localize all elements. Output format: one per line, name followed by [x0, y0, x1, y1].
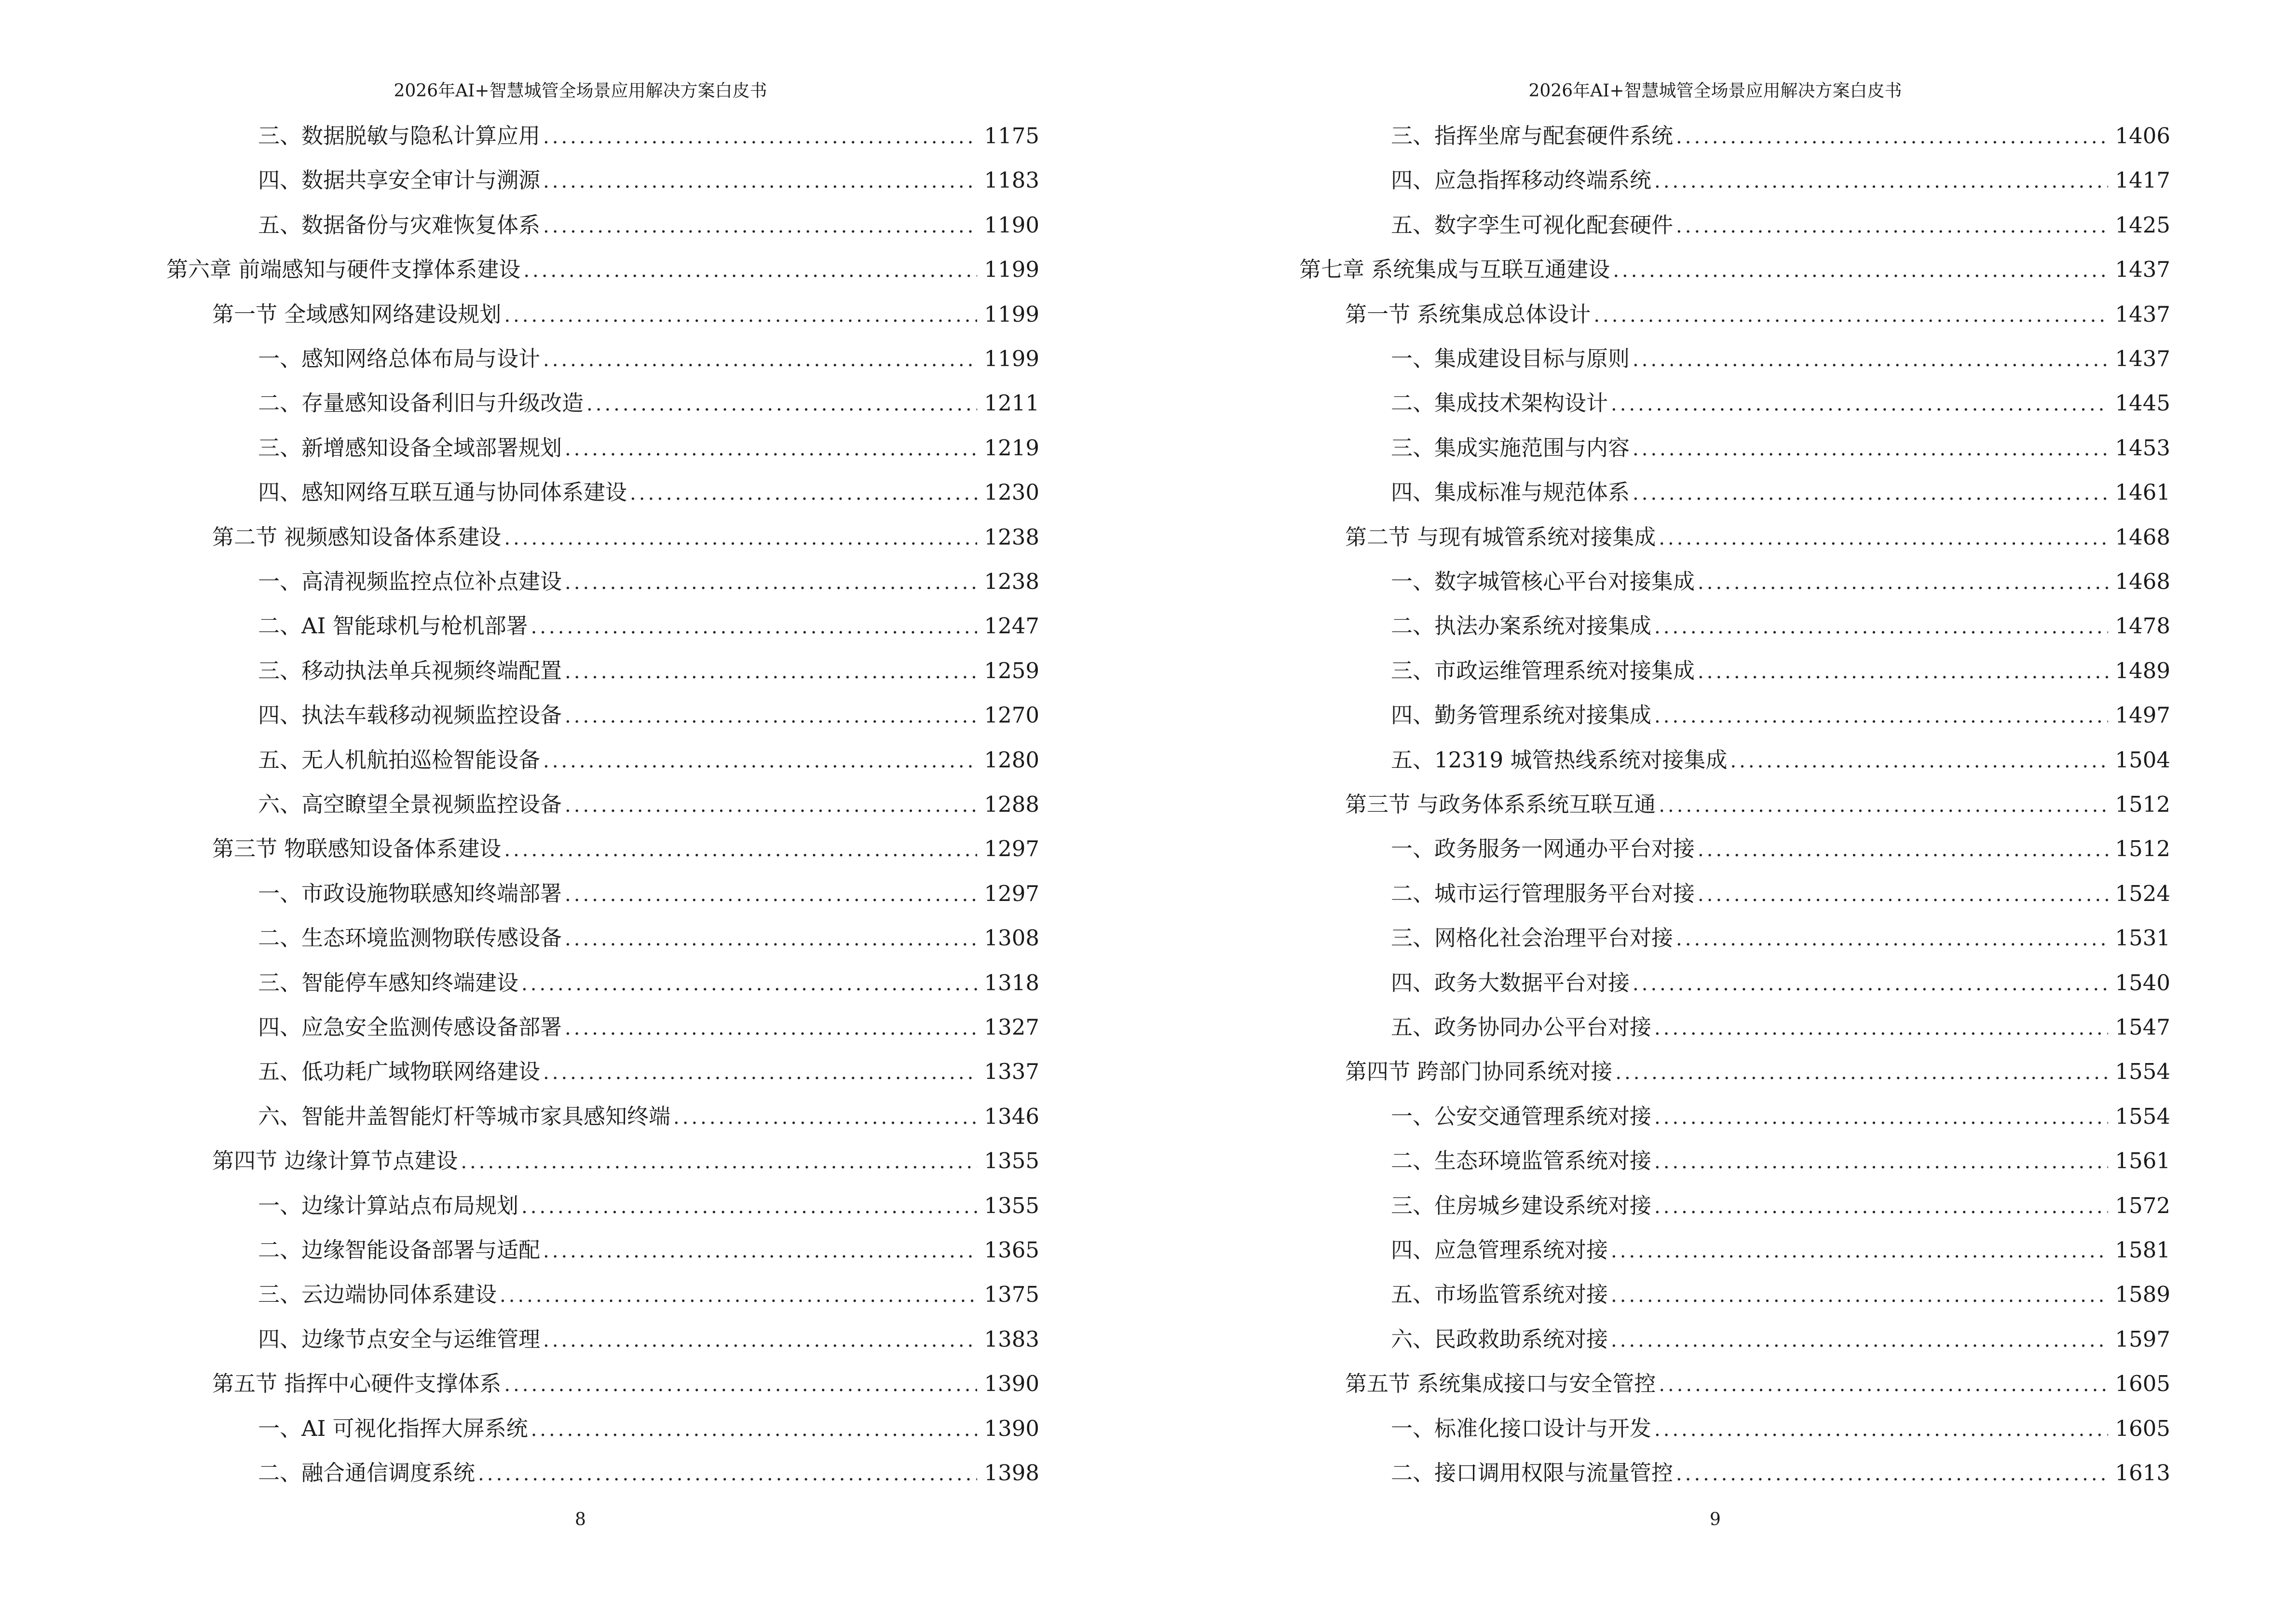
toc-entry-title: 一、集成建设目标与原则 — [1391, 346, 1630, 371]
toc-entry-title: 第四节 跨部门协同系统对接 — [1345, 1059, 1613, 1085]
dot-leader — [543, 1051, 977, 1095]
toc-entry-page: 1489 — [2115, 657, 2170, 683]
toc-entry-item[interactable] — [0, 1228, 1039, 1272]
toc-entry-page: 1398 — [984, 1460, 1039, 1486]
toc-entry-title: 一、感知网络总体布局与设计 — [258, 346, 541, 371]
toc-entry-item[interactable] — [1144, 560, 2170, 604]
toc-entry-title: 四、应急指挥移动终端系统 — [1391, 167, 1652, 193]
dot-leader — [1698, 828, 2108, 872]
dot-leader — [673, 1095, 977, 1140]
toc-entry-title: 六、高空瞭望全景视频监控设备 — [258, 792, 562, 817]
toc-entry-item[interactable] — [1144, 426, 2170, 470]
dot-leader — [1676, 115, 2108, 159]
dot-leader — [1659, 516, 2108, 560]
toc-entry-page: 1512 — [2115, 792, 2170, 817]
toc-entry-page: 1211 — [984, 390, 1039, 416]
toc-entry-item[interactable] — [0, 1451, 1039, 1495]
toc-entry-page: 1512 — [2115, 836, 2170, 862]
dot-leader — [1654, 1185, 2108, 1229]
toc-entry-item[interactable] — [0, 1005, 1039, 1050]
toc-entry-title: 一、政务服务一网通办平台对接 — [1391, 836, 1695, 862]
toc-entry-title: 一、市政设施物联感知终端部署 — [258, 880, 562, 906]
toc-entry-page: 1318 — [984, 969, 1039, 996]
toc-entry-section[interactable] — [1144, 292, 2170, 337]
toc-entry-page: 1308 — [984, 925, 1039, 951]
dot-leader — [531, 605, 978, 649]
toc-entry-item[interactable] — [0, 426, 1039, 470]
dot-leader — [1633, 962, 2108, 1006]
toc-entry-page: 1270 — [984, 702, 1039, 728]
toc-entry-section[interactable] — [0, 515, 1039, 560]
toc-entry-title: 二、接口调用权限与流量管控 — [1391, 1460, 1674, 1486]
toc-entry-page: 1390 — [984, 1371, 1039, 1397]
toc-entry-item[interactable] — [1144, 1451, 2170, 1495]
dot-leader — [1593, 293, 2108, 338]
toc-entry-item[interactable] — [0, 1406, 1039, 1451]
toc-entry-item[interactable] — [0, 916, 1039, 960]
toc-entry-title: 四、集成标准与规范体系 — [1391, 479, 1630, 505]
toc-entry-page: 1597 — [2115, 1326, 2170, 1352]
toc-entry-title: 二、城市运行管理服务平台对接 — [1391, 880, 1695, 906]
toc-entry-item[interactable] — [1144, 1228, 2170, 1272]
toc-page-right — [1144, 0, 2287, 1624]
toc-entry-title: 六、智能井盖智能灯杆等城市家具感知终端 — [258, 1103, 671, 1129]
dot-leader — [1611, 1229, 2108, 1273]
toc-entry-title: 第二节 视频感知设备体系建设 — [212, 524, 502, 550]
toc-entry-item[interactable] — [0, 1317, 1039, 1362]
dot-leader — [1654, 1095, 2108, 1140]
dot-leader — [565, 427, 977, 471]
dot-leader — [1659, 783, 2108, 828]
toc-entry-page: 1375 — [984, 1282, 1039, 1308]
toc-entry-page: 1497 — [2115, 702, 2170, 728]
toc-entry-page: 1468 — [2115, 524, 2170, 550]
toc-entry-title: 四、勤务管理系统对接集成 — [1391, 702, 1652, 728]
toc-entry-page: 1445 — [2115, 390, 2170, 416]
toc-entry-page: 1605 — [2115, 1371, 2170, 1397]
toc-entry-title: 一、标准化接口设计与开发 — [1391, 1415, 1652, 1441]
toc-entry-section[interactable] — [0, 1362, 1039, 1406]
dot-leader — [1633, 427, 2108, 471]
toc-entry-item[interactable] — [1144, 738, 2170, 782]
toc-entry-page: 1468 — [2115, 569, 2170, 594]
toc-entry-page: 1437 — [2115, 346, 2170, 371]
toc-entry-item[interactable] — [1144, 158, 2170, 203]
dot-leader — [1615, 1051, 2108, 1095]
dot-leader — [1633, 338, 2108, 382]
dot-leader — [543, 739, 977, 783]
toc-entry-title: 第二节 与现有城管系统对接集成 — [1345, 524, 1656, 550]
dot-leader — [565, 560, 977, 605]
toc-entry-item[interactable] — [1144, 693, 2170, 737]
toc-entry-page: 1406 — [2115, 123, 2170, 149]
toc-entry-item[interactable] — [0, 961, 1039, 1005]
toc-entry-item[interactable] — [0, 604, 1039, 648]
toc-entry-page: 1183 — [984, 167, 1039, 193]
toc-entry-item[interactable] — [1144, 381, 2170, 425]
toc-entry-item[interactable] — [0, 649, 1039, 693]
toc-entry-title: 三、网格化社会治理平台对接 — [1391, 925, 1674, 951]
dot-leader — [630, 471, 977, 516]
toc-entry-page: 1531 — [2115, 925, 2170, 951]
dot-leader — [1654, 694, 2108, 738]
dot-leader — [565, 650, 977, 694]
toc-entry-page: 1238 — [984, 569, 1039, 594]
toc-entry-title: 三、指挥坐席与配套硬件系统 — [1391, 123, 1674, 149]
toc-entry-title: 六、民政救助系统对接 — [1391, 1326, 1608, 1352]
toc-entry-title: 二、AI 智能球机与枪机部署 — [258, 613, 528, 639]
dot-leader — [504, 828, 977, 872]
dot-leader — [1698, 650, 2108, 694]
toc-entry-item[interactable] — [0, 337, 1039, 381]
toc-entry-item[interactable] — [0, 470, 1039, 515]
dot-leader — [504, 1363, 977, 1407]
toc-entry-page: 1453 — [2115, 435, 2170, 461]
dot-leader — [565, 783, 977, 828]
toc-entry-page: 1219 — [984, 435, 1039, 461]
dot-leader — [543, 159, 977, 204]
toc-entry-item[interactable] — [0, 1184, 1039, 1228]
toc-entry-title: 第七章 系统集成与互联互通建设 — [1299, 257, 1610, 283]
dot-leader — [461, 1140, 977, 1184]
toc-entry-title: 二、存量感知设备利旧与升级改造 — [258, 390, 584, 416]
dot-leader — [565, 873, 977, 917]
toc-entry-title: 二、融合通信调度系统 — [258, 1460, 476, 1486]
toc-entry-title: 二、边缘智能设备部署与适配 — [258, 1237, 541, 1263]
toc-entry-title: 三、新增感知设备全域部署规划 — [258, 435, 562, 461]
toc-entry-title: 四、政务大数据平台对接 — [1391, 969, 1630, 996]
toc-entry-page: 1383 — [984, 1326, 1039, 1352]
toc-entry-item[interactable] — [0, 1050, 1039, 1094]
toc-entry-page: 1230 — [984, 479, 1039, 505]
dot-leader — [1613, 248, 2108, 293]
toc-entry-title: 四、应急管理系统对接 — [1391, 1237, 1608, 1263]
toc-entry-title: 一、高清视频监控点位补点建设 — [258, 569, 562, 594]
toc-entry-title: 三、市政运维管理系统对接集成 — [1391, 657, 1695, 683]
toc-entry-section[interactable] — [1144, 515, 2170, 560]
toc-entry-item[interactable] — [1144, 337, 2170, 381]
toc-entry-title: 三、数据脱敏与隐私计算应用 — [258, 123, 541, 149]
toc-entry-item[interactable] — [0, 872, 1039, 916]
toc-entry-page: 1190 — [984, 212, 1039, 238]
toc-entry-title: 第一节 系统集成总体设计 — [1345, 301, 1591, 327]
toc-entry-page: 1199 — [984, 301, 1039, 327]
toc-entry-item[interactable] — [1144, 872, 2170, 916]
page-number: 8 — [575, 1510, 586, 1529]
toc-entry-page: 1337 — [984, 1059, 1039, 1085]
toc-entry-section[interactable] — [1144, 1050, 2170, 1094]
toc-entry-item[interactable] — [1144, 114, 2170, 158]
toc-entry-title: 三、移动执法单兵视频终端配置 — [258, 657, 562, 683]
toc-entry-item[interactable] — [1144, 1005, 2170, 1050]
toc-entry-page: 1280 — [984, 747, 1039, 773]
toc-entry-chapter[interactable] — [0, 247, 1039, 292]
toc-entry-item[interactable] — [1144, 604, 2170, 648]
dot-leader — [543, 115, 977, 159]
toc-entry-title: 四、应急安全监测传感设备部署 — [258, 1014, 562, 1040]
toc-entry-item[interactable] — [1144, 649, 2170, 693]
dot-leader — [1698, 560, 2108, 605]
toc-entry-page: 1417 — [2115, 167, 2170, 193]
toc-entry-title: 第三节 物联感知设备体系建设 — [212, 836, 502, 862]
toc-entry-item[interactable] — [0, 203, 1039, 247]
toc-entry-page: 1238 — [984, 524, 1039, 550]
toc-entry-item[interactable] — [1144, 1317, 2170, 1362]
dot-leader — [543, 338, 977, 382]
toc-entry-item[interactable] — [0, 158, 1039, 203]
toc-entry-page: 1478 — [2115, 613, 2170, 639]
toc-entry-page: 1572 — [2115, 1192, 2170, 1218]
dot-leader — [521, 1185, 977, 1229]
dot-leader — [1654, 159, 2108, 204]
dot-leader — [531, 1407, 978, 1452]
dot-leader — [1611, 1318, 2108, 1363]
toc-entry-page: 1365 — [984, 1237, 1039, 1263]
toc-entry-page: 1589 — [2115, 1282, 2170, 1308]
toc-entry-title: 五、数据备份与灾难恢复体系 — [258, 212, 541, 238]
toc-entry-title: 五、无人机航拍巡检智能设备 — [258, 747, 541, 773]
toc-entry-title: 五、市场监管系统对接 — [1391, 1282, 1608, 1308]
toc-entry-title: 二、生态环境监测物联传感设备 — [258, 925, 562, 951]
toc-entry-section[interactable] — [1144, 1362, 2170, 1406]
toc-entry-item[interactable] — [1144, 916, 2170, 960]
toc-entry-page: 1390 — [984, 1415, 1039, 1441]
toc-entry-page: 1605 — [2115, 1415, 2170, 1441]
toc-entry-page: 1247 — [984, 613, 1039, 639]
toc-entry-title: 三、住房城乡建设系统对接 — [1391, 1192, 1652, 1218]
toc-entry-item[interactable] — [0, 782, 1039, 827]
toc-entry-title: 第六章 前端感知与硬件支撑体系建设 — [166, 257, 521, 283]
dot-leader — [1654, 1140, 2108, 1184]
toc-entry-item[interactable] — [1144, 1094, 2170, 1139]
toc-entry-title: 第四节 边缘计算节点建设 — [212, 1148, 458, 1174]
dot-leader — [543, 1229, 977, 1273]
toc-entry-page: 1581 — [2115, 1237, 2170, 1263]
toc-entry-item[interactable] — [0, 560, 1039, 604]
dot-leader — [1659, 1363, 2108, 1407]
dot-leader — [1654, 1006, 2108, 1051]
dot-leader — [523, 248, 977, 293]
toc-entry-title: 三、智能停车感知终端建设 — [258, 969, 519, 996]
toc-entry-item[interactable] — [1144, 203, 2170, 247]
toc-entry-title: 一、AI 可视化指挥大屏系统 — [258, 1415, 528, 1441]
toc-entry-page: 1259 — [984, 657, 1039, 683]
toc-entry-page: 1461 — [2115, 479, 2170, 505]
dot-leader — [504, 516, 977, 560]
dot-leader — [565, 917, 977, 961]
toc-entry-page: 1199 — [984, 257, 1039, 283]
toc-entry-item[interactable] — [0, 1272, 1039, 1317]
dot-leader — [478, 1452, 977, 1496]
toc-entry-page: 1504 — [2115, 747, 2170, 773]
toc-entry-page: 1288 — [984, 792, 1039, 817]
toc-entry-item[interactable] — [1144, 1184, 2170, 1228]
toc-entry-page: 1613 — [2115, 1460, 2170, 1486]
toc-entry-item[interactable] — [1144, 1272, 2170, 1317]
dot-leader — [1698, 873, 2108, 917]
toc-entry-chapter[interactable] — [1144, 247, 2170, 292]
toc-entry-page: 1199 — [984, 346, 1039, 371]
toc-entry-section[interactable] — [0, 1139, 1039, 1183]
toc-entry-title: 一、边缘计算站点布局规划 — [258, 1192, 519, 1218]
toc-entry-item[interactable] — [0, 381, 1039, 425]
dot-leader — [1676, 204, 2108, 248]
toc-entry-item[interactable] — [0, 114, 1039, 158]
toc-entry-page: 1327 — [984, 1014, 1039, 1040]
toc-entry-page: 1175 — [984, 123, 1039, 149]
dot-leader — [1611, 1273, 2108, 1318]
toc-entry-item[interactable] — [1144, 1406, 2170, 1451]
toc-entry-item[interactable] — [1144, 827, 2170, 871]
dot-leader — [504, 293, 977, 338]
toc-entry-title: 四、执法车载移动视频监控设备 — [258, 702, 562, 728]
toc-entry-title: 四、边缘节点安全与运维管理 — [258, 1326, 541, 1352]
toc-entry-title: 第一节 全域感知网络建设规划 — [212, 301, 502, 327]
toc-entry-page: 1554 — [2115, 1103, 2170, 1129]
dot-leader — [1654, 1407, 2108, 1452]
toc-entry-page: 1355 — [984, 1148, 1039, 1174]
toc-entry-title: 三、集成实施范围与内容 — [1391, 435, 1630, 461]
toc-entry-title: 五、12319 城管热线系统对接集成 — [1391, 747, 1728, 773]
toc-entry-title: 一、公安交通管理系统对接 — [1391, 1103, 1652, 1129]
toc-entry-title: 三、云边端协同体系建设 — [258, 1282, 497, 1308]
dot-leader — [586, 382, 977, 426]
toc-entry-item[interactable] — [0, 693, 1039, 737]
toc-entry-title: 二、生态环境监管系统对接 — [1391, 1148, 1652, 1174]
toc-entry-page: 1524 — [2115, 880, 2170, 906]
toc-entry-title: 四、感知网络互联互通与协同体系建设 — [258, 479, 627, 505]
dot-leader — [1676, 917, 2108, 961]
page-number: 9 — [1710, 1510, 1721, 1529]
toc-entry-page: 1437 — [2115, 257, 2170, 283]
toc-entry-title: 二、集成技术架构设计 — [1391, 390, 1608, 416]
toc-entry-title: 五、政务协同办公平台对接 — [1391, 1014, 1652, 1040]
dot-leader — [1611, 382, 2108, 426]
toc-entry-title: 二、执法办案系统对接集成 — [1391, 613, 1652, 639]
toc-entry-item[interactable] — [1144, 961, 2170, 1005]
toc-entry-title: 第三节 与政务体系系统互联互通 — [1345, 792, 1656, 817]
dot-leader — [543, 204, 977, 248]
dot-leader — [565, 1006, 977, 1051]
toc-entry-item[interactable] — [0, 1094, 1039, 1139]
dot-leader — [1676, 1452, 2108, 1496]
toc-entry-page: 1355 — [984, 1192, 1039, 1218]
toc-entry-section[interactable] — [0, 827, 1039, 871]
toc-entry-page: 1547 — [2115, 1014, 2170, 1040]
toc-entry-page: 1540 — [2115, 969, 2170, 996]
toc-entry-item[interactable] — [1144, 470, 2170, 515]
toc-entry-page: 1561 — [2115, 1148, 2170, 1174]
toc-entry-title: 第五节 系统集成接口与安全管控 — [1345, 1371, 1656, 1397]
dot-leader — [1654, 605, 2108, 649]
dot-leader — [1633, 471, 2108, 516]
dot-leader — [521, 962, 977, 1006]
toc-entry-page: 1425 — [2115, 212, 2170, 238]
toc-entry-page: 1437 — [2115, 301, 2170, 327]
dot-leader — [565, 694, 977, 738]
toc-entry-page: 1297 — [984, 836, 1039, 862]
toc-entry-item[interactable] — [0, 738, 1039, 782]
dot-leader — [500, 1273, 977, 1318]
toc-entry-title: 四、数据共享安全审计与溯源 — [258, 167, 541, 193]
running-header: 2026年AI+智慧城管全场景应用解决方案白皮书 — [1528, 81, 1902, 101]
toc-entry-section[interactable] — [1144, 782, 2170, 827]
toc-entry-page: 1346 — [984, 1103, 1039, 1129]
running-header: 2026年AI+智慧城管全场景应用解决方案白皮书 — [394, 81, 767, 101]
toc-entry-title: 一、数字城管核心平台对接集成 — [1391, 569, 1695, 594]
toc-entry-title: 五、数字孪生可视化配套硬件 — [1391, 212, 1674, 238]
dot-leader — [1730, 739, 2108, 783]
toc-entry-section[interactable] — [0, 292, 1039, 337]
toc-entry-title: 五、低功耗广域物联网络建设 — [258, 1059, 541, 1085]
toc-entry-page: 1554 — [2115, 1059, 2170, 1085]
toc-entry-page: 1297 — [984, 880, 1039, 906]
toc-entry-item[interactable] — [1144, 1139, 2170, 1183]
toc-entry-title: 第五节 指挥中心硬件支撑体系 — [212, 1371, 502, 1397]
dot-leader — [543, 1318, 977, 1363]
